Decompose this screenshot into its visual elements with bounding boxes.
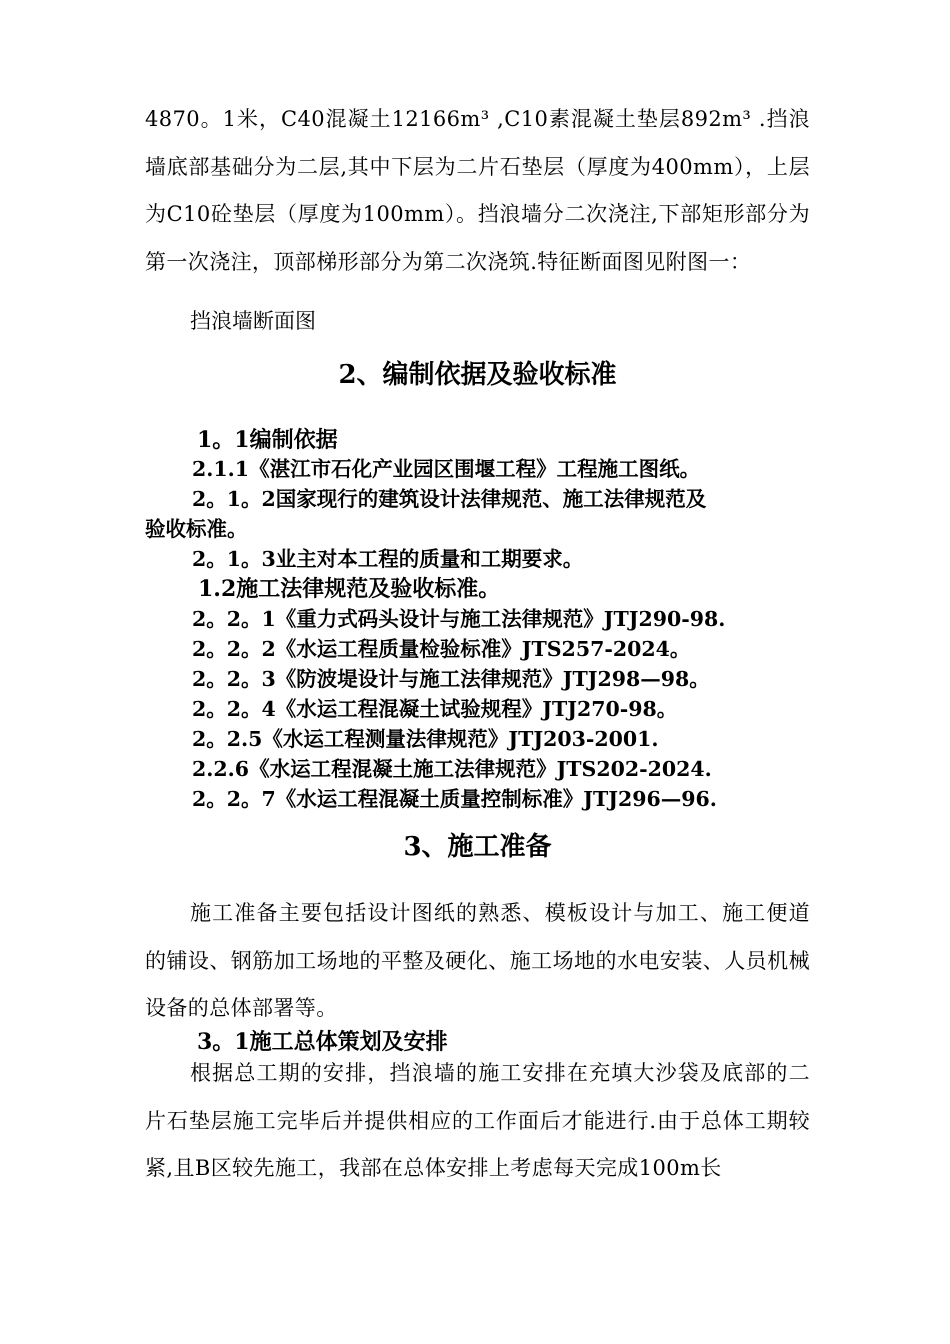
basis-item: 2。1。2国家现行的建筑设计法律规范、施工法律规范及: [192, 487, 707, 511]
standard-item: 2。2。7《水运工程混凝土质量控制标准》JTJ296—96.: [192, 787, 717, 811]
section-3-1-title: 3。1施工总体策划及安排: [197, 1029, 448, 1055]
basis-item: 2.1.1《湛江市石化产业园区围堰工程》工程施工图纸。: [192, 457, 701, 481]
standard-item: 2。2。4《水运工程混凝土试验规程》JTJ270-98。: [192, 697, 678, 721]
section-2-2-title: 1.2施工法律规范及验收标准。: [198, 576, 501, 602]
standard-item: 2。2。2《水运工程质量检验标准》JTS257-2024。: [192, 637, 691, 661]
figure-caption: 挡浪墙断面图: [190, 309, 316, 333]
standard-item: 2.2.6《水运工程混凝土施工法律规范》JTS202-2024.: [192, 757, 712, 781]
section-3-paragraph: 施工准备主要包括设计图纸的熟悉、模板设计与加工、施工便道的铺设、钢筋加工场地的平整及硬化、施工场地的水电安装、人员机械设备的总体部署等。: [145, 901, 810, 1020]
basis-item-continuation: 验收标准。: [145, 517, 248, 541]
section-3-title: 3、施工准备: [403, 832, 552, 862]
basis-item: 2。1。3业主对本工程的质量和工期要求。: [192, 547, 584, 571]
standard-item: 2。2.5《水运工程测量法律规范》JTJ203-2001.: [192, 727, 659, 751]
basis-list: [145, 454, 815, 814]
intro-paragraph: 4870。1米，C40混凝土12166m³ ,C10素混凝土垫层892m³ .挡浪墙底部基础分为二层,其中下层为二片石垫层（厚度为400mm），上层为C10砼垫层（厚度为100mm）。挡浪墙分二次浇注,下部矩形部分为第一次浇注，顶部梯形部分为第二次浇筑.特征断面图见附图一：: [145, 107, 810, 274]
section-2-1-title: 1。1编制依据: [197, 427, 338, 453]
section-3-1-paragraph: 根据总工期的安排，挡浪墙的施工安排在充填大沙袋及底部的二片石垫层施工完毕后并提供相应的工作面后才能进行.由于总体工期较紧,且B区较先施工，我部在总体安排上考虑每天完成100m长: [145, 1061, 810, 1180]
section-2-title: 2、编制依据及验收标准: [338, 360, 617, 390]
standard-item: 2。2。3《防波堤设计与施工法律规范》JTJ298—98。: [192, 667, 710, 691]
standard-item: 2。2。1《重力式码头设计与施工法律规范》JTJ290-98.: [192, 607, 726, 631]
